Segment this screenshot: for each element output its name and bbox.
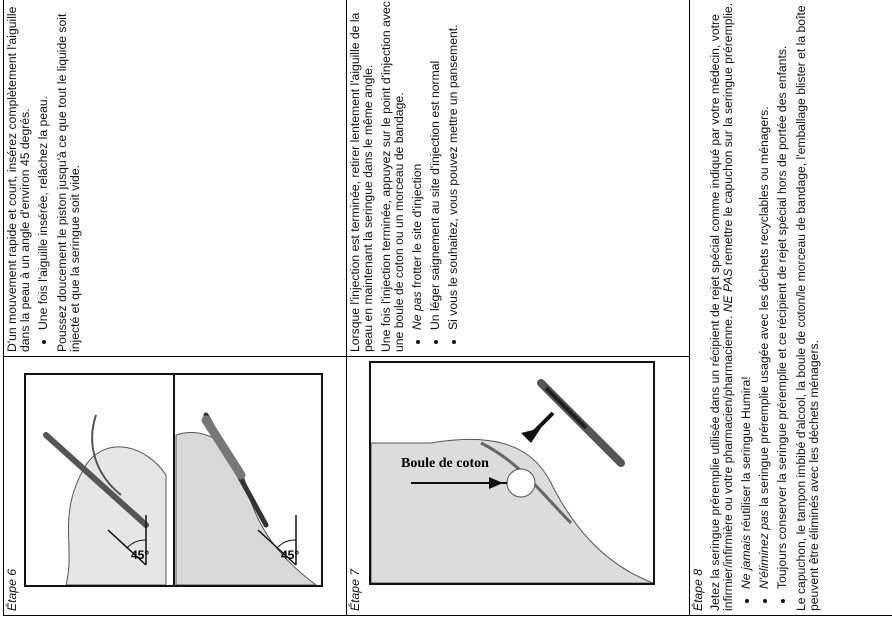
step-8-bullets (740, 0, 789, 611)
step-8-bullet-2 (758, 0, 771, 589)
step-6-paragraph-1: D'un mouvement rapide et court, insérez complètement l'aiguille dans la peau à un angle d'environ 45 degrés. (5, 6, 32, 352)
step-6-bullets (37, 0, 50, 352)
step-8-bullet-3: • Toujours conserver la seringue préremplie et ce récipient de rejet spécial hors de portée des enfants. (776, 0, 789, 589)
step-8-paragraph-2: Le capuchon, le tampon imbibé d'alcool, la boule de coton/le morceau de bandage, l'emballage blister et la boîte peuvent être éliminés avec les déchets ménagers. (794, 5, 821, 611)
step-8-paragraph-1-b: remettre le capuchon sur la seringue préremplie. (721, 2, 735, 269)
injection-45-degree-illustration (26, 375, 321, 585)
angle-label-lower: 45° (281, 548, 300, 562)
step-7-bullet-3: • Si vous le souhaitez, vous pouvez mettre un pansement. (447, 0, 460, 330)
step-7-paragraph-2: Une fois l'injection terminée, appuyez sur le point d'injection avec une boule de coton ou un morceau de bandage. (379, 1, 406, 352)
step-7-label: Étape 7 (348, 568, 362, 611)
step-8-cell (690, 0, 892, 616)
step-6-bullet-1: • Une fois l'aiguille insérée, relâchez la peau. (37, 0, 50, 330)
step-6-row (4, 0, 347, 616)
step-8-bullet-2-emphasis: N'éliminez pas (757, 510, 771, 589)
step-8-row (690, 0, 892, 616)
step-8-paragraph-1-a: Jetez la seringue préremplie utilisée dans un récipient de rejet spécial comme indiqué par votre médecin, votre infirmier/infirmière ou votre pharmacien/pharmacienne. (708, 14, 735, 611)
cotton-ball-illustration (371, 363, 653, 583)
step-6-illustration-cell (4, 357, 347, 616)
step-6-label: Étape 6 (5, 568, 19, 611)
step-6-text-cell (4, 0, 347, 357)
step-7-paragraph-1: Lorsque l'injection est terminée, retirer lentement l'aiguille de la peau en maintenant la seringue dans le même angle. (348, 12, 375, 352)
step-8-bullet-1-emphasis: Ne jamais (739, 534, 753, 589)
step-8-bullet-1-text: réutiliser la seringue Humira! (739, 376, 753, 535)
cotton-ball-label: Boule de coton (401, 456, 489, 471)
step-8-bullet-1 (740, 0, 753, 589)
step-7-illustration (369, 361, 655, 585)
angle-label-upper: 45° (131, 548, 150, 562)
step-7-text-cell (347, 0, 690, 357)
step-8-paragraph-1 (709, 0, 735, 611)
step-7-illustration-cell (347, 357, 690, 616)
step-7-bullet-1-text: frotter le site d'injection (410, 163, 424, 292)
step-7-bullet-1-emphasis: Ne pas (410, 291, 424, 330)
step-8-paragraph-1-emphasis: NE PAS (721, 268, 735, 313)
instruction-table (3, 0, 892, 616)
step-8-bullet-2-text: la seringue préremplie usagée avec les déchets recyclables ou ménagers. (757, 106, 771, 511)
step-7-row (347, 0, 690, 616)
step-7-bullet-2: • Un léger saignement au site d'injection est normal (429, 0, 442, 330)
step-7-bullets (411, 0, 460, 352)
step-7-bullet-1 (411, 0, 424, 330)
step-6-paragraph-2: Poussez doucement le piston jusqu'à ce que tout le liquide soit injecté et que la seringue soit vide. (55, 13, 82, 352)
step-6-illustration (24, 373, 323, 587)
step-8-label: Étape 8 (691, 568, 705, 611)
